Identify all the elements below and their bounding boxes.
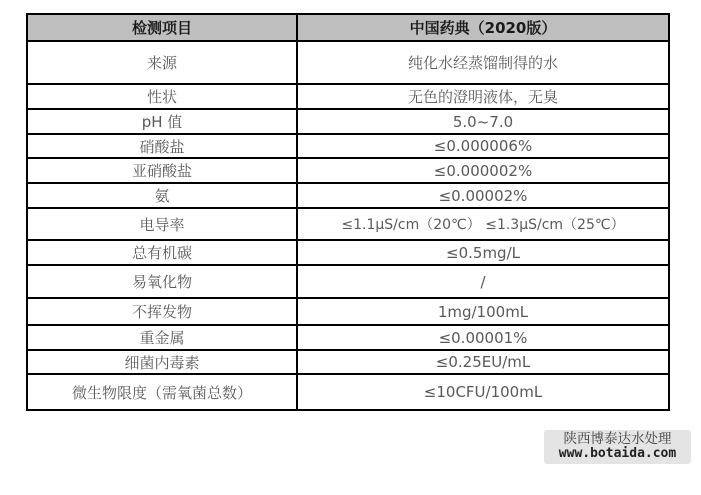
- table-row: [27, 41, 669, 84]
- test-item-cell: 细菌内毒素: [27, 350, 297, 374]
- spec-table: [26, 13, 670, 411]
- standard-value-cell: 纯化水经蒸馏制得的水: [297, 41, 669, 84]
- test-item-cell: 性状: [27, 84, 297, 109]
- watermark-company-name: 陕西博泰达水处理: [563, 430, 672, 447]
- table-row: [27, 265, 669, 298]
- test-item-cell: 总有机碳: [27, 240, 297, 265]
- table-row: [27, 298, 669, 325]
- standard-value-cell: ≤0.5mg/L: [297, 240, 669, 265]
- watermark: [544, 430, 691, 464]
- test-item-cell: 易氧化物: [27, 265, 297, 298]
- test-item-cell: 硝酸盐: [27, 134, 297, 158]
- standard-value-cell: ≤10CFU/100mL: [297, 374, 669, 410]
- test-item-cell: pH 值: [27, 109, 297, 134]
- table-row: [27, 208, 669, 240]
- header-row: [27, 14, 669, 41]
- standard-value-cell: 无色的澄明液体，无臭: [297, 84, 669, 109]
- table-row: [27, 84, 669, 109]
- test-item-cell: 重金属: [27, 325, 297, 350]
- test-item-cell: 来源: [27, 41, 297, 84]
- watermark-website-url: www.botaida.com: [558, 446, 677, 462]
- standard-value-cell: ≤0.000006%: [297, 134, 669, 158]
- table-row: [27, 350, 669, 374]
- standard-value-cell: 5.0~7.0: [297, 109, 669, 134]
- test-item-cell: 亚硝酸盐: [27, 158, 297, 183]
- table-row: [27, 183, 669, 208]
- test-item-cell: 氨: [27, 183, 297, 208]
- test-item-cell: 微生物限度（需氧菌总数）: [27, 374, 297, 410]
- table-row: [27, 158, 669, 183]
- test-item-cell: 电导率: [27, 208, 297, 240]
- test-item-cell: 不挥发物: [27, 298, 297, 325]
- standard-value-cell: ≤0.000002%: [297, 158, 669, 183]
- table-row: [27, 134, 669, 158]
- table-row: [27, 109, 669, 134]
- standard-value-cell: ≤0.00002%: [297, 183, 669, 208]
- standard-value-cell: ≤0.25EU/mL: [297, 350, 669, 374]
- table-row: [27, 374, 669, 410]
- standard-value-cell: ≤0.00001%: [297, 325, 669, 350]
- table-row: [27, 325, 669, 350]
- column-header-test-item: 检测项目: [27, 14, 297, 41]
- standard-value-cell: /: [297, 265, 669, 298]
- table-body: [27, 41, 669, 410]
- standard-value-cell: ≤1.1μS/cm（20℃） ≤1.3μS/cm（25℃）: [297, 208, 669, 240]
- standard-value-cell: 1mg/100mL: [297, 298, 669, 325]
- table-row: [27, 240, 669, 265]
- column-header-pharmacopoeia: 中国药典（2020版）: [297, 14, 669, 41]
